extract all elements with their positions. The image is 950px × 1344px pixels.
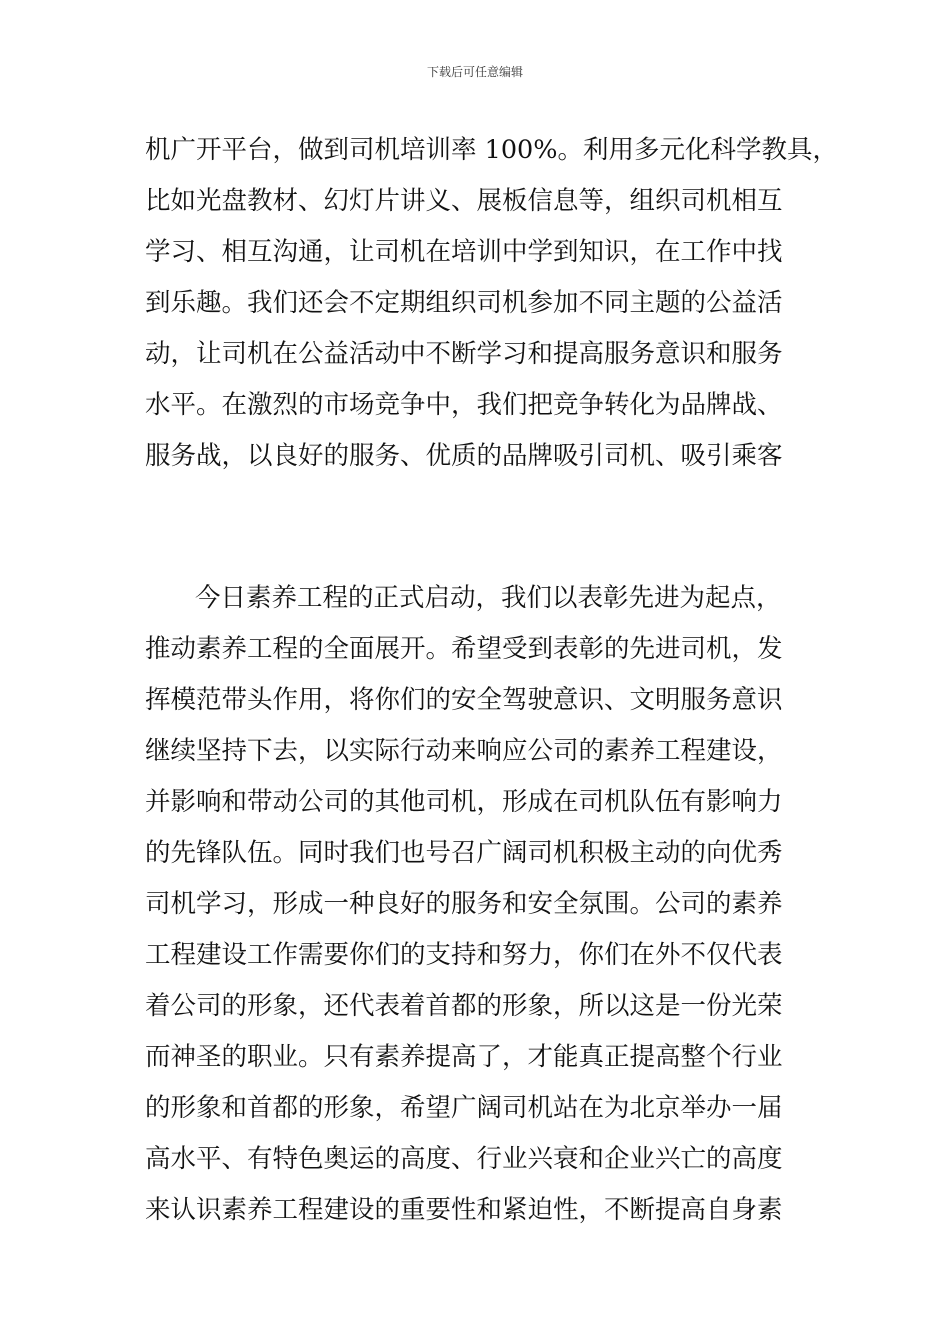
paragraph-1 [145,125,839,482]
text-line: 来认识素养工程建设的重要性和紧迫性，不断提高自身素 [145,1195,783,1225]
text-line: 挥模范带头作用，将你们的安全驾驶意识、文明服务意识 [145,685,783,715]
text-line: 而神圣的职业。只有素养提高了，才能真正提高整个行业 [145,1042,783,1072]
page-header-note: 下载后可任意编辑 [426,65,523,79]
text-line: 工程建设工作需要你们的支持和努力，你们在外不仅代表 [145,940,783,970]
text-line: 并影响和带动公司的其他司机，形成在司机队伍有影响力 [145,787,783,817]
text-line: 司机学习，形成一种良好的服务和安全氛围。公司的素养 [145,889,783,919]
text-line: 水平。在激烈的市场竞争中，我们把竞争转化为品牌战、 [145,390,783,420]
text-line: 机广开平台，做到司机培训率 100%。利用多元化科学教具， [145,135,839,165]
text-line: 动，让司机在公益活动中不断学习和提高服务意识和服务 [145,339,783,369]
paragraph-2 [145,573,825,1236]
text-line: 到乐趣。我们还会不定期组织司机参加不同主题的公益活 [145,288,783,318]
text-line: 高水平、有特色奥运的高度、行业兴衰和企业兴亡的高度 [145,1144,783,1174]
text-line-indented: 今日素养工程的正式启动，我们以表彰先进为起点， [195,583,782,613]
text-line: 比如光盘教材、幻灯片讲义、展板信息等，组织司机相互 [145,186,783,216]
text-line: 着公司的形象，还代表着首都的形象，所以这是一份光荣 [145,991,783,1021]
text-line: 学习、相互沟通，让司机在培训中学到知识，在工作中找 [145,237,783,267]
text-line: 继续坚持下去，以实际行动来响应公司的素养工程建设， [145,736,783,766]
text-line: 的先锋队伍。同时我们也号召广阔司机积极主动的向优秀 [145,838,783,868]
text-line: 的形象和首都的形象，希望广阔司机站在为北京举办一届 [145,1093,783,1123]
text-line: 服务战，以良好的服务、优质的品牌吸引司机、吸引乘客 [145,441,783,471]
text-line: 推动素养工程的全面展开。希望受到表彰的先进司机，发 [145,634,783,664]
